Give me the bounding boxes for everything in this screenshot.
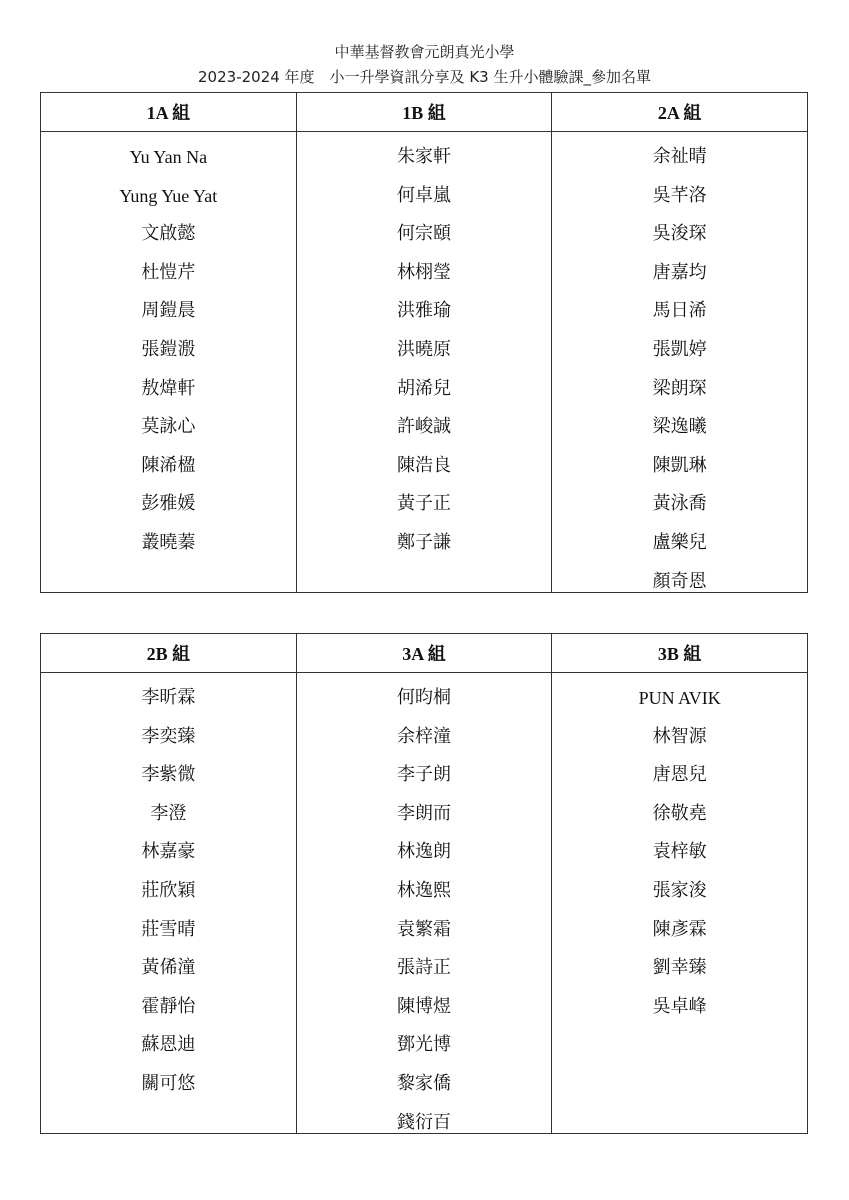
- group-column-3a: [296, 673, 552, 1134]
- student-name: 唐恩兒: [652, 764, 707, 786]
- student-name: 敖煒軒: [141, 377, 196, 399]
- student-name: 吳浚琛: [652, 223, 707, 245]
- student-name: 張家浚: [652, 879, 707, 901]
- student-name: 何昀桐: [396, 687, 451, 708]
- student-name: 余祉晴: [652, 146, 707, 167]
- student-name: 顏奇恩: [652, 570, 707, 592]
- student-name: 徐敬堯: [652, 802, 707, 824]
- group-column-1b: [296, 132, 552, 593]
- student-name: 莊欣穎: [141, 879, 196, 901]
- student-name: 劉幸臻: [652, 957, 707, 979]
- student-name: Yu Yan Na: [129, 147, 208, 167]
- student-name: 彭雅媛: [141, 493, 196, 515]
- group-column-1a: [41, 132, 297, 593]
- names-row: [41, 673, 808, 1134]
- student-name: 胡浠兒: [396, 377, 451, 399]
- student-name: 杜愷芹: [141, 261, 196, 283]
- student-name: 盧樂兒: [652, 531, 707, 553]
- student-name: 關可悠: [141, 1072, 196, 1094]
- student-name: 梁朗琛: [652, 377, 707, 399]
- student-name: 梁逸曦: [652, 416, 707, 438]
- student-name: 周鎧晨: [141, 300, 196, 322]
- roster-table-2: [40, 633, 808, 1134]
- roster-table-1: [40, 92, 808, 593]
- student-name: 文啟懿: [141, 223, 196, 245]
- student-name: 何宗頤: [396, 223, 451, 245]
- student-name: 莫詠心: [141, 416, 196, 438]
- student-name: 袁繁霜: [396, 918, 451, 940]
- group-column-2a: [552, 132, 808, 593]
- student-name: 吳芊洛: [652, 184, 707, 206]
- student-name: 陳浠楹: [141, 454, 196, 476]
- student-name: 鄭子謙: [396, 531, 451, 553]
- student-name: 黃俙潼: [141, 957, 196, 979]
- student-name: 叢曉蓁: [141, 531, 196, 553]
- student-name: 李子朗: [396, 764, 451, 786]
- student-name: 張凱婷: [652, 338, 707, 360]
- student-name: 莊雪晴: [141, 918, 196, 940]
- group-column-3b: [552, 673, 808, 1134]
- student-name: 李奕臻: [141, 725, 196, 747]
- student-name: 鄧光博: [396, 1034, 451, 1056]
- names-row: [41, 132, 808, 593]
- student-name: 黎家僑: [396, 1072, 451, 1094]
- student-name: 吳卓峰: [652, 995, 707, 1017]
- group-header-2b: 2B 組: [41, 634, 297, 673]
- group-header-1a: 1A 組: [41, 93, 297, 132]
- student-name: 李昕霖: [141, 687, 196, 708]
- student-name: 黃子正: [396, 493, 451, 515]
- student-name: 林嘉豪: [141, 841, 196, 863]
- student-name: 張鎧溵: [141, 338, 196, 360]
- header-row: [41, 93, 808, 132]
- student-name: 林栩瑩: [396, 261, 451, 283]
- student-name: 霍靜怡: [141, 995, 196, 1017]
- group-header-3a: 3A 組: [296, 634, 552, 673]
- student-name: 許峻誠: [396, 416, 451, 438]
- student-name: 李朗而: [396, 802, 451, 824]
- group-column-2b: [41, 673, 297, 1134]
- student-name: 蘇恩迪: [141, 1034, 196, 1056]
- student-name: 張詩正: [396, 957, 451, 979]
- student-name: 李紫微: [141, 764, 196, 786]
- student-name: 陳彥霖: [652, 918, 707, 940]
- group-header-1b: 1B 組: [296, 93, 552, 132]
- student-name: 林逸熙: [396, 879, 451, 901]
- student-name: 洪曉原: [396, 338, 451, 360]
- student-name: 朱家軒: [396, 146, 451, 167]
- document-subtitle: 2023-2024 年度 小一升學資訊分享及 K3 生升小體驗課_參加名單: [198, 68, 651, 86]
- student-name: 陳博煜: [396, 995, 451, 1017]
- student-name: 馬日浠: [652, 300, 707, 322]
- student-name: Yung Yue Yat: [119, 185, 218, 206]
- student-name: 林智源: [652, 725, 707, 747]
- group-header-3b: 3B 組: [552, 634, 808, 673]
- student-name: 洪雅瑜: [396, 300, 451, 322]
- student-name: 錢衍百: [396, 1111, 451, 1133]
- student-name: 陳凱琳: [652, 454, 707, 476]
- student-name: 陳浩良: [396, 454, 451, 476]
- header-row: [41, 634, 808, 673]
- student-name: 唐嘉均: [652, 261, 707, 283]
- group-header-2a: 2A 組: [552, 93, 808, 132]
- student-name: 袁梓敏: [652, 841, 707, 863]
- student-name: 黃泳喬: [652, 493, 707, 515]
- student-name: 林逸朗: [396, 841, 451, 863]
- student-name: 何卓嵐: [396, 184, 451, 206]
- student-name: PUN AVIK: [638, 688, 721, 708]
- student-name: 李澄: [150, 802, 187, 824]
- student-name: 余梓潼: [396, 725, 451, 747]
- school-name: 中華基督教會元朗真光小學: [334, 43, 515, 61]
